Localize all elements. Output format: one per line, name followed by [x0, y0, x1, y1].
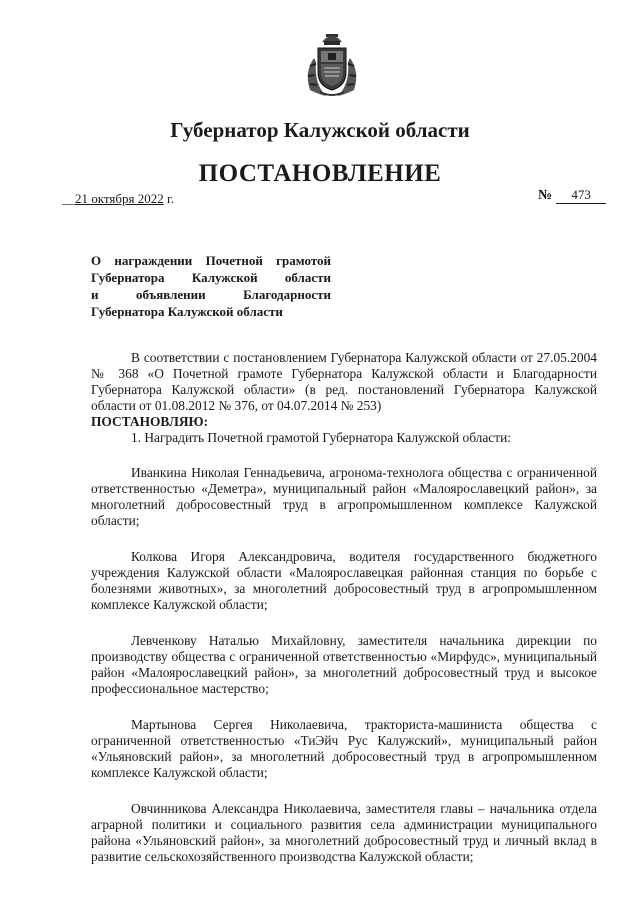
point-1: 1. Наградить Почетной грамотой Губернатора Калужской области: [131, 430, 511, 445]
awardee-paragraph: Овчинникова Александра Николаевича, заместителя главы – начальника отдела аграрной политики и социального развития села администрации муниципального района «Ульяновский район», за многолетний добросовестный труд и личный вклад в развитие сельскохозяйственного производства Калужской области; [91, 801, 597, 864]
awardee-paragraph: Иванкина Николая Геннадьевича, агронома-технолога общества с ограниченной ответственностью «Деметра», муниципальный район «Малоярославецкий район», за многолетний добросовестный труд в агропромышленном комплексе Калужской области; [91, 465, 597, 528]
number-value: 473 [556, 187, 606, 204]
date-value: 21 октября 2022 [75, 191, 164, 206]
intro-paragraph: В соответствии с постановлением Губернатора Калужской области от 27.05.2004 № 368 «О Почетной грамоте Губернатора Калужской области и Благодарности Губернатора Калужской области» (в ред. постановлений Губернатора Калужской области от 01.08.2012 № 376, от 04.07.2014 № 253) [91, 350, 597, 413]
document-date: __21 октября 2022 г. [62, 191, 175, 206]
awardee-paragraph: Левченкову Наталью Михайловну, заместителя начальника дирекции по производству общества с ограниченной ответственностью «Мирфудс», муниципальный район «Малоярославецкий район», за многолетний добросовестный труд и высокое профессиональное мастерство; [91, 633, 597, 696]
date-suffix: г. [163, 191, 175, 206]
awardee-paragraph: Мартынова Сергея Николаевича, тракториста-машиниста общества с ограниченной ответственностью «ТиЭйч Рус Калужский», муниципальный район «Ульяновский район», за многолетний добросовестный труд в агропромышленном комплексе Калужской области; [91, 717, 597, 780]
decree-word: ПОСТАНОВЛЯЮ: [91, 414, 209, 429]
subject-line: и объявлении Благодарности [91, 287, 331, 302]
coat-of-arms-icon [300, 32, 364, 98]
number-label: № [538, 188, 553, 203]
document-body [91, 350, 597, 865]
awardee-paragraph: Колкова Игоря Александровича, водителя государственного бюджетного учреждения Калужской области «Малоярославецкая районная станция по борьбе с болезнями животных», за многолетний добросовестный труд в агропромышленном комплексе Калужской области; [91, 549, 597, 612]
document-type-heading: ПОСТАНОВЛЕНИЕ [198, 160, 442, 187]
governor-title: Губернатор Калужской области [170, 118, 470, 142]
subject-line: Губернатора Калужской области [91, 270, 331, 285]
document-number [538, 187, 606, 204]
document-subject [91, 252, 331, 320]
subject-line: О награждении Почетной грамотой [91, 253, 331, 268]
subject-line: Губернатора Калужской области [91, 304, 283, 319]
